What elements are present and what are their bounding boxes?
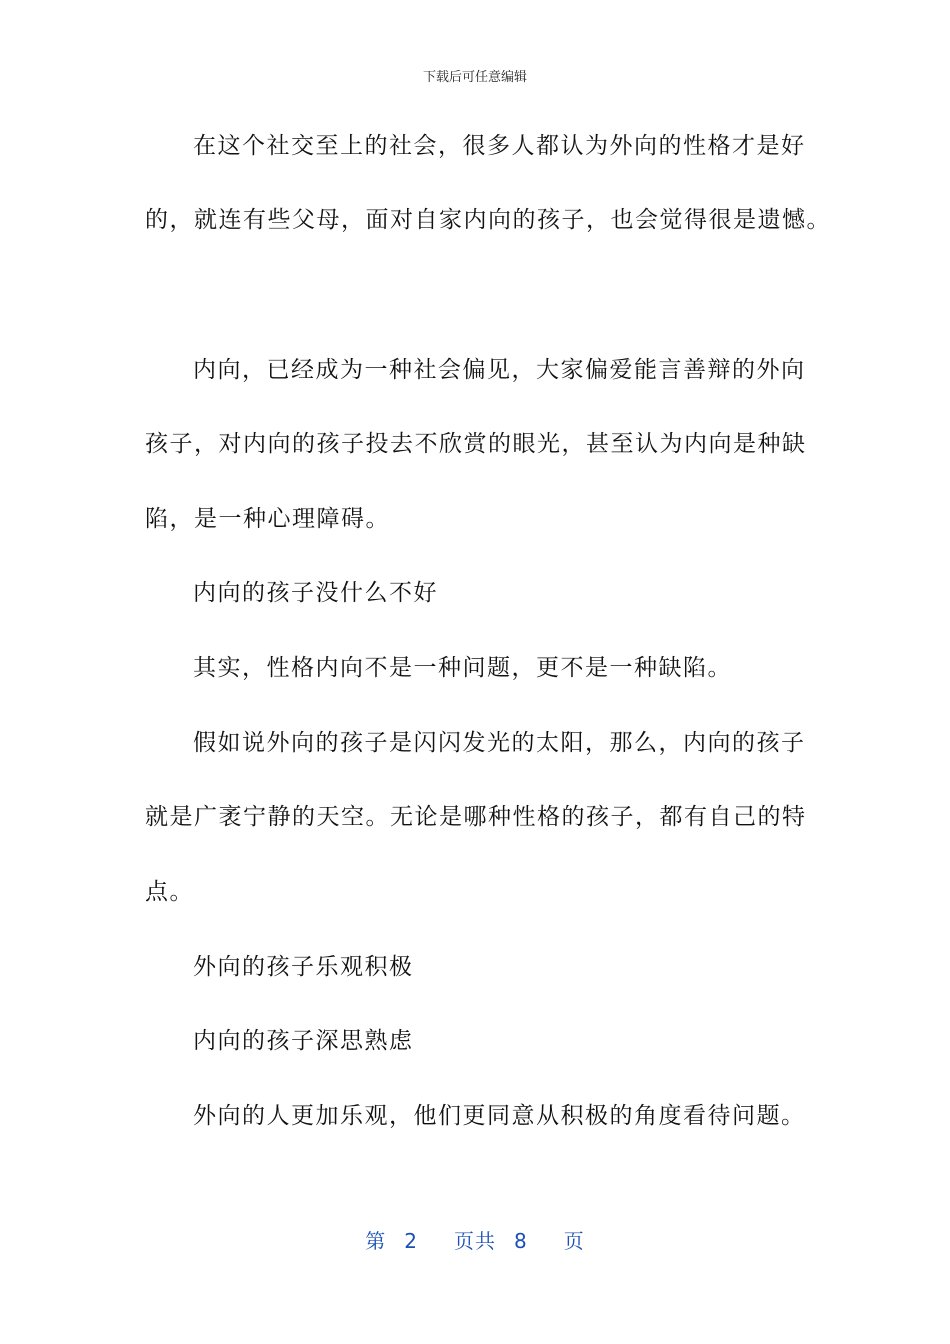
footer-current-page: 2 [404,1229,418,1253]
section-heading: 外向的孩子乐观积极 [193,954,414,980]
page-number-footer [0,1225,950,1254]
section-heading: 内向的孩子没什么不好 [193,580,438,606]
paragraph-line: 孩子，对内向的孩子投去不欣赏的眼光，甚至认为内向是种缺 [145,431,807,457]
paragraph-line: 外向的人更加乐观，他们更同意从积极的角度看待问题。 [193,1103,806,1129]
header-note: 下载后可任意编辑 [422,70,527,85]
paragraph-line: 的，就连有些父母，面对自家内向的孩子，也会觉得很是遗憾。 [145,207,831,233]
section-heading: 内向的孩子深思熟虑 [193,1028,414,1054]
paragraph-line: 就是广袤宁静的天空。无论是哪种性格的孩子，都有自己的特 [145,804,807,830]
footer-middle: 页共 [454,1229,496,1253]
paragraph-line: 陷，是一种心理障碍。 [145,506,390,532]
footer-prefix: 第 [365,1229,387,1253]
footer-total-pages: 8 [514,1229,528,1253]
paragraph-line: 内向，已经成为一种社会偏见，大家偏爱能言善辩的外向 [193,357,806,383]
paragraph-line: 在这个社交至上的社会，很多人都认为外向的性格才是好 [193,133,806,159]
paragraph-line: 假如说外向的孩子是闪闪发光的太阳，那么，内向的孩子 [193,730,806,756]
paragraph-line: 其实，性格内向不是一种问题，更不是一种缺陷。 [193,655,732,681]
paragraph-line: 点。 [145,879,194,905]
footer-suffix: 页 [563,1229,585,1253]
